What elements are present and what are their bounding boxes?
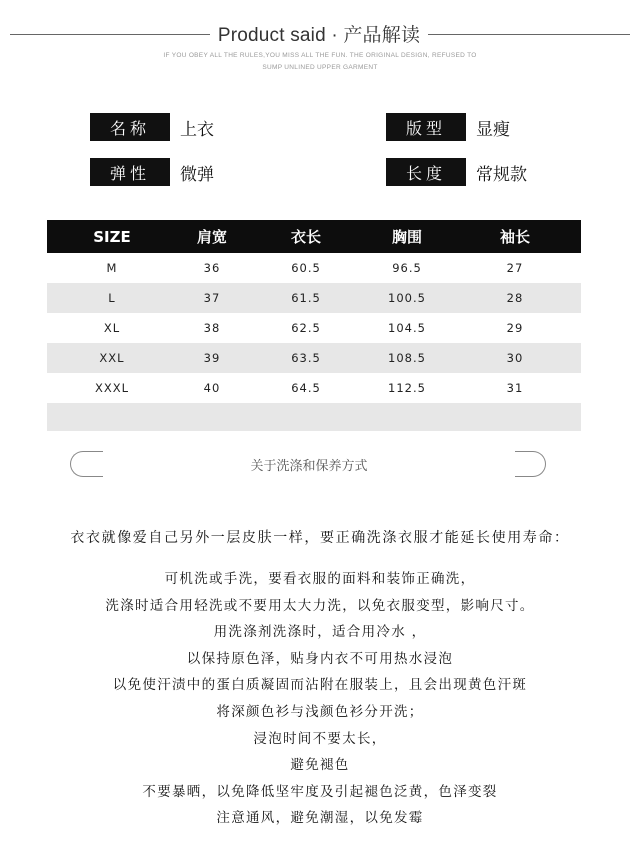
size-table-header (47, 220, 581, 253)
header-chest: 胸围 (391, 228, 422, 246)
care-line: 可机洗或手洗，要看衣服的面料和装饰正确洗， (164, 571, 476, 587)
header-size: SIZE (93, 227, 131, 246)
cell-length: 60.5 (291, 261, 321, 275)
header-divider-right (428, 34, 630, 35)
header-subtitle-line1: IF YOU OBEY ALL THE RULES,YOU MISS ALL THE FUN. THE ORIGINAL DESIGN, REFUSED TO (163, 52, 477, 59)
care-line: 以免使汗渍中的蛋白质凝固而沾附在服装上，且会出现黄色汗斑 (112, 677, 528, 694)
bracket-right-decoration (515, 451, 546, 477)
cell-length: 62.5 (291, 321, 321, 335)
header-divider-left (10, 34, 210, 35)
attribute-fit-value: 显瘦 (476, 119, 510, 140)
cell-shoulder: 39 (203, 351, 221, 365)
attribute-elastic-label: 弹性 (90, 158, 170, 186)
cell-size: XXXL (94, 381, 130, 395)
cell-sleeve: 28 (506, 291, 524, 305)
care-line: 以保持原色泽，贴身内衣不可用热水浸泡 (186, 650, 454, 667)
care-line: 浸泡时间不要太长， (253, 730, 387, 747)
cell-sleeve: 31 (506, 381, 524, 395)
header-subtitle-line2: SUMP UNLINED UPPER GARMENT (262, 64, 378, 71)
attribute-length-label: 长度 (386, 158, 466, 186)
cell-shoulder: 37 (203, 291, 221, 305)
care-line: 将深颜色衫与浅颜色衫分开洗； (216, 703, 424, 720)
attribute-name (90, 113, 214, 141)
cell-length: 61.5 (291, 291, 321, 305)
cell-chest: 96.5 (392, 261, 422, 275)
cell-chest: 108.5 (388, 351, 426, 365)
table-row (47, 343, 581, 373)
cell-sleeve: 29 (506, 321, 524, 335)
cell-chest: 112.5 (388, 381, 426, 395)
cell-size: XL (103, 321, 121, 335)
table-row (47, 283, 581, 313)
table-row (47, 253, 581, 283)
attribute-elastic-value: 微弹 (180, 164, 214, 185)
cell-sleeve: 30 (506, 351, 524, 365)
cell-chest: 100.5 (388, 291, 426, 305)
header-shoulder: 肩宽 (196, 228, 227, 246)
header-sleeve: 袖长 (499, 228, 530, 246)
cell-length: 63.5 (291, 351, 321, 365)
cell-size: XXL (99, 351, 125, 365)
care-instructions (0, 566, 640, 832)
care-section-title: 关于洗涤和保养方式 (250, 459, 368, 474)
attribute-name-label: 名称 (90, 113, 170, 141)
cell-shoulder: 40 (203, 381, 221, 395)
table-row (47, 313, 581, 343)
table-row (47, 373, 581, 403)
care-line: 用洗涤剂洗涤时，适合用冷水 ， (213, 624, 427, 641)
attribute-name-value: 上衣 (180, 119, 214, 140)
care-line: 避免褪色 (290, 757, 350, 774)
cell-sleeve: 27 (506, 261, 524, 275)
care-section-header (70, 447, 548, 483)
attribute-fit (386, 113, 510, 141)
cell-shoulder: 38 (203, 321, 221, 335)
care-line: 不要暴晒，以免降低坚牢度及引起褪色泛黄，色泽变裂 (142, 783, 498, 800)
attribute-fit-label: 版型 (386, 113, 466, 141)
header-length: 衣长 (290, 228, 321, 246)
care-line: 注意通风，避免潮湿，以免发霉 (216, 810, 424, 827)
attribute-length-value: 常规款 (476, 164, 527, 185)
cell-size: L (108, 291, 116, 305)
cell-shoulder: 36 (203, 261, 221, 275)
care-line: 洗涤时适合用轻洗或不要用太大力洗，以免衣服变型，影响尺寸。 (105, 597, 535, 614)
size-table (47, 220, 581, 431)
care-intro: 衣衣就像爱自己另外一层皮肤一样，要正确洗涤衣服才能延长使用寿命： (70, 530, 570, 546)
attribute-length (386, 158, 527, 186)
cell-chest: 104.5 (388, 321, 426, 335)
cell-length: 64.5 (291, 381, 321, 395)
table-row-empty (47, 403, 581, 431)
cell-size: M (106, 261, 118, 275)
section-title: Product said · 产品解读 (217, 25, 421, 46)
attribute-elastic (90, 158, 214, 186)
